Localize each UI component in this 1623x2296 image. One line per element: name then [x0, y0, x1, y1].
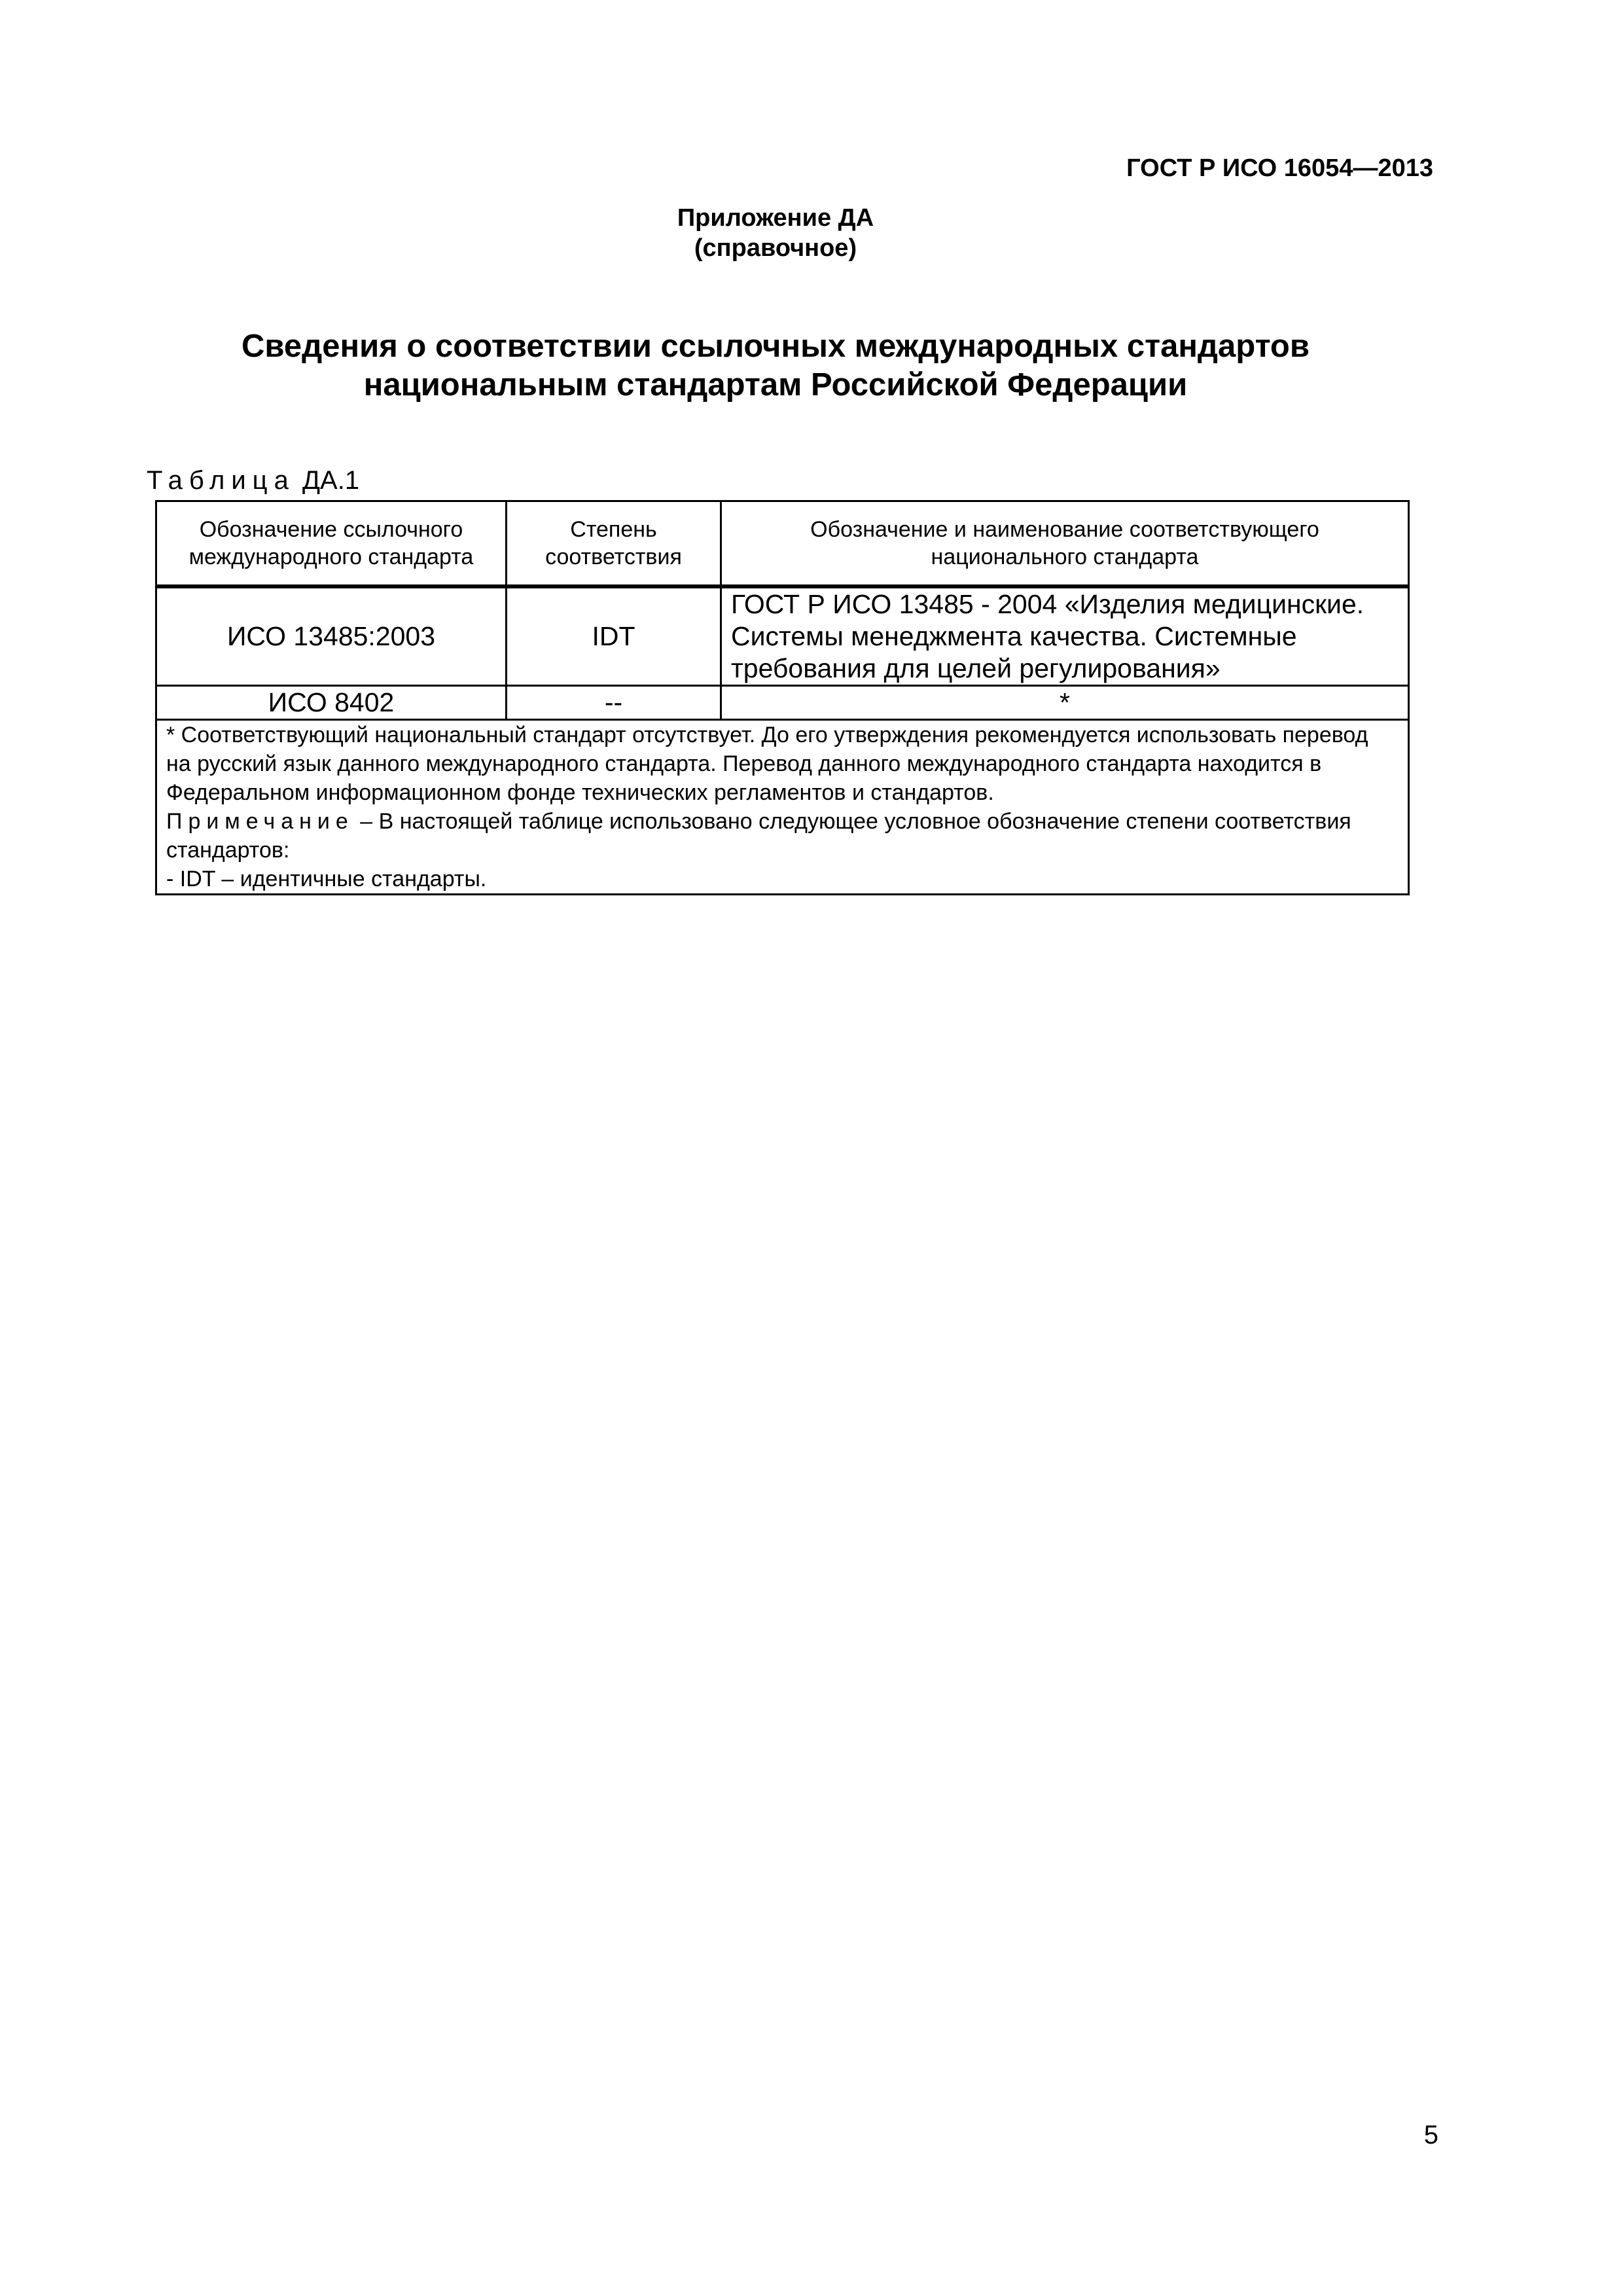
column-header-degree: Степень соответствия: [507, 501, 721, 586]
table-header-row: [156, 501, 1409, 586]
table-notes-row: [156, 719, 1409, 894]
table-notes-cell: [156, 719, 1409, 894]
footnote: * Соответствующий национальный стандарт отсутствует. До его утверждения рекомендуется использовать перевод на русский язык данного международного стандарта. Перевод данного международного стандарта находится в Федеральном информационном фонде технических регламентов и стандартов.: [166, 722, 1368, 805]
table-row: [156, 685, 1409, 719]
cell-degree: IDT: [507, 586, 721, 686]
appendix-kind: (справочное): [694, 234, 857, 262]
document-code: ГОСТ Р ИСО 16054—2013: [1126, 154, 1433, 182]
appendix-heading: [0, 203, 1551, 263]
note-item: - IDT – идентичные стандарты.: [166, 866, 487, 891]
page-title-line-2: национальным стандартам Российской Федерации: [363, 367, 1188, 403]
note-label: Примечание: [166, 808, 354, 834]
page-title: [0, 327, 1551, 404]
table-row: [156, 586, 1409, 686]
page-title-line-1: Сведения о соответствии ссылочных международных стандартов: [241, 329, 1310, 364]
note-text: – В настоящей таблице использовано следующее условное обозначение степени соответствия стандартов:: [166, 808, 1351, 863]
cell-reference: ИСО 13485:2003: [156, 586, 507, 686]
note: [166, 807, 1399, 865]
table-caption: [147, 466, 359, 495]
cell-reference: ИСО 8402: [156, 685, 507, 719]
correspondence-table: [155, 500, 1410, 895]
table-caption-number: ДА.1: [302, 466, 360, 495]
cell-national: ГОСТ Р ИСО 13485 - 2004 «Изделия медицинские. Системы менеджмента качества. Системные требования для целей регулирования»: [721, 586, 1409, 686]
column-header-reference: Обозначение ссылочного международного стандарта: [156, 501, 507, 586]
table-caption-word: Таблица: [147, 466, 295, 495]
cell-national: *: [721, 685, 1409, 719]
cell-degree: --: [507, 685, 721, 719]
page-number: 5: [1423, 2121, 1438, 2149]
column-header-national: Обозначение и наименование соответствующего национального стандарта: [721, 501, 1409, 586]
appendix-label: Приложение ДА: [677, 204, 874, 232]
